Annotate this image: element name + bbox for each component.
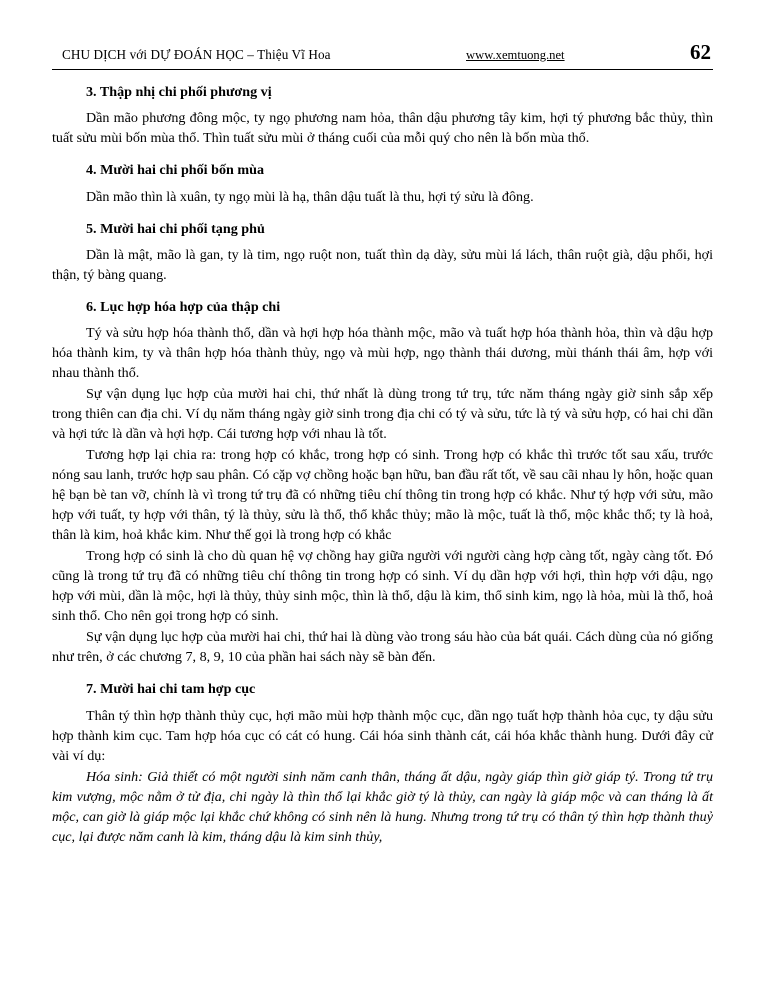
header-website xyxy=(331,47,672,63)
section-heading-6: 6. Lục hợp hóa hợp của thập chi xyxy=(86,298,281,315)
example-paragraph xyxy=(52,767,713,847)
paragraph: Sự vận dụng lục hợp của mười hai chi, thứ hai là dùng vào trong sáu hào của bát quái. Cách dùng của nó giống như trên, ở các chương 7, 8, 9, 10 của phần hai sách này sẽ bàn đến. xyxy=(52,629,713,666)
paragraph: Dần mão phương đông mộc, ty ngọ phương nam hỏa, thân dậu phương tây kim, hợi tý phương bắc thủy, thìn tuất sửu mùi bốn mùa thổ. Thìn tuất sửu mùi ở tháng cuối của mỗi quý cho nên là bốn mùa thổ. xyxy=(52,110,713,147)
section-heading-4: 4. Mười hai chi phối bốn mùa xyxy=(86,162,264,179)
website-url-link[interactable]: www.xemtuong.net xyxy=(466,48,565,62)
section-heading-3: 3. Thập nhị chi phối phương vị xyxy=(86,84,272,100)
paragraph: Dần là mật, mão là gan, ty là tim, ngọ ruột non, tuất thìn dạ dày, sửu mùi lá lách, thân ruột già, dậu phổi, hợi thận, tý bàng quang. xyxy=(52,246,713,283)
paragraph: Thân tý thìn hợp thành thủy cục, hợi mão mùi hợp thành mộc cục, dần ngọ tuất hợp thành hỏa cục, ty dậu sửu hợp thành kim cục. Tam hợp hóa cục có cát có hung. Cái hóa sinh thành cát, cái hóa khắc thành hung. Dưới đây cử vài ví dụ: xyxy=(52,707,713,764)
page-header xyxy=(52,42,713,63)
paragraph: Dần mão thìn là xuân, ty ngọ mùi là hạ, thân dậu tuất là thu, hợi tý sửu là đông. xyxy=(86,188,534,205)
paragraph: Sự vận dụng lục hợp của mười hai chi, thứ nhất là dùng trong tứ trụ, tức năm tháng ngày giờ sinh sắp xếp trong thiên can địa chi. Ví dụ năm tháng ngày giờ sinh trong địa chi có tý và sửu, tức là tý và sửu hợp, có hai chi dần và hợi tức là dần và hợi hợp. Cái tương hợp với nhau là tốt. xyxy=(52,386,713,443)
paragraph: Tương hợp lại chia ra: trong hợp có khắc, trong hợp có sinh. Trong hợp có khắc thì trước tốt sau xấu, trước nóng sau lanh, trước hợp sau phân. Có cặp vợ chồng hoặc bạn hữu, ban đầu rất tốt, về sau cãi nhau ly hôn, hoặc quan hệ bạn bè tan vỡ, chính là vì trong tứ trụ đã có những tiêu chí thông tin trong hợp có khắc. Như tý hợp với sửu, mão hợp với tuất, ty hợp với thân, tý là thủy, sửu là thổ, thổ khắc thủy; mão là mộc, tuất là thổ, mộc khắc thổ; ty là hoả, thân là kim, hoả khắc kim. Như thế gọi là trong hợp có khắc xyxy=(52,447,713,544)
paragraph: Trong hợp có sinh là cho dù quan hệ vợ chồng hay giữa người với người càng hợp càng tốt, ngày càng tốt. Đó cũng là trong tứ trụ đã có những tiêu chí thông tin trong hợp có sinh. Ví dụ dần hợp với hợi, thìn hợp với dậu, ngọ hợp với mùi, dần là mộc, hợi là thủy, thủy sinh mộc, thìn là thổ, dậu là kim, thổ sinh kim, ngọ là hỏa, mùi là thổ, hoả sinh thổ. Cho nên gọi trong hợp có sinh. xyxy=(52,548,713,625)
section-heading-7: 7. Mười hai chi tam hợp cục xyxy=(86,681,256,698)
example-text: Giả thiết có một người sinh năm canh thân, tháng ất dậu, ngày giáp thìn giờ giáp tý. Trong tứ trụ kim vượng, mộc nằm ở tử địa, chi ngày là thìn thổ lại khắc giờ tý là thủy, can ngày là giáp mộc và can tháng là ất mộc, can giờ là giáp mộc lại khắc chứ không có sinh nên là hung. Nhưng trong tứ trụ có thân tý thìn hợp thành thuỷ cục, lại được năm canh là kim, tháng dậu là kim sinh thủy, xyxy=(52,768,714,845)
page-number: 62 xyxy=(690,40,711,64)
header-book-title: CHU DỊCH với DỰ ĐOÁN HỌC – Thiệu Vĩ Hoa xyxy=(62,47,331,62)
page-content xyxy=(52,83,713,847)
paragraph: Tý và sửu hợp hóa thành thổ, dần và hợi hợp hóa thành mộc, mão và tuất hợp hóa thành hỏa, thìn và dậu hợp hóa thành kim, ty và thân hợp hóa thành thủy, ngọ và mùi hợp, ngọ thành thái dương, mùi thánh thái âm, hợp với nhau thành thổ. xyxy=(52,325,713,382)
section-heading-5: 5. Mười hai chi phối tạng phủ xyxy=(86,220,265,237)
example-label: Hóa sinh: xyxy=(86,768,143,785)
header-divider xyxy=(52,69,713,70)
